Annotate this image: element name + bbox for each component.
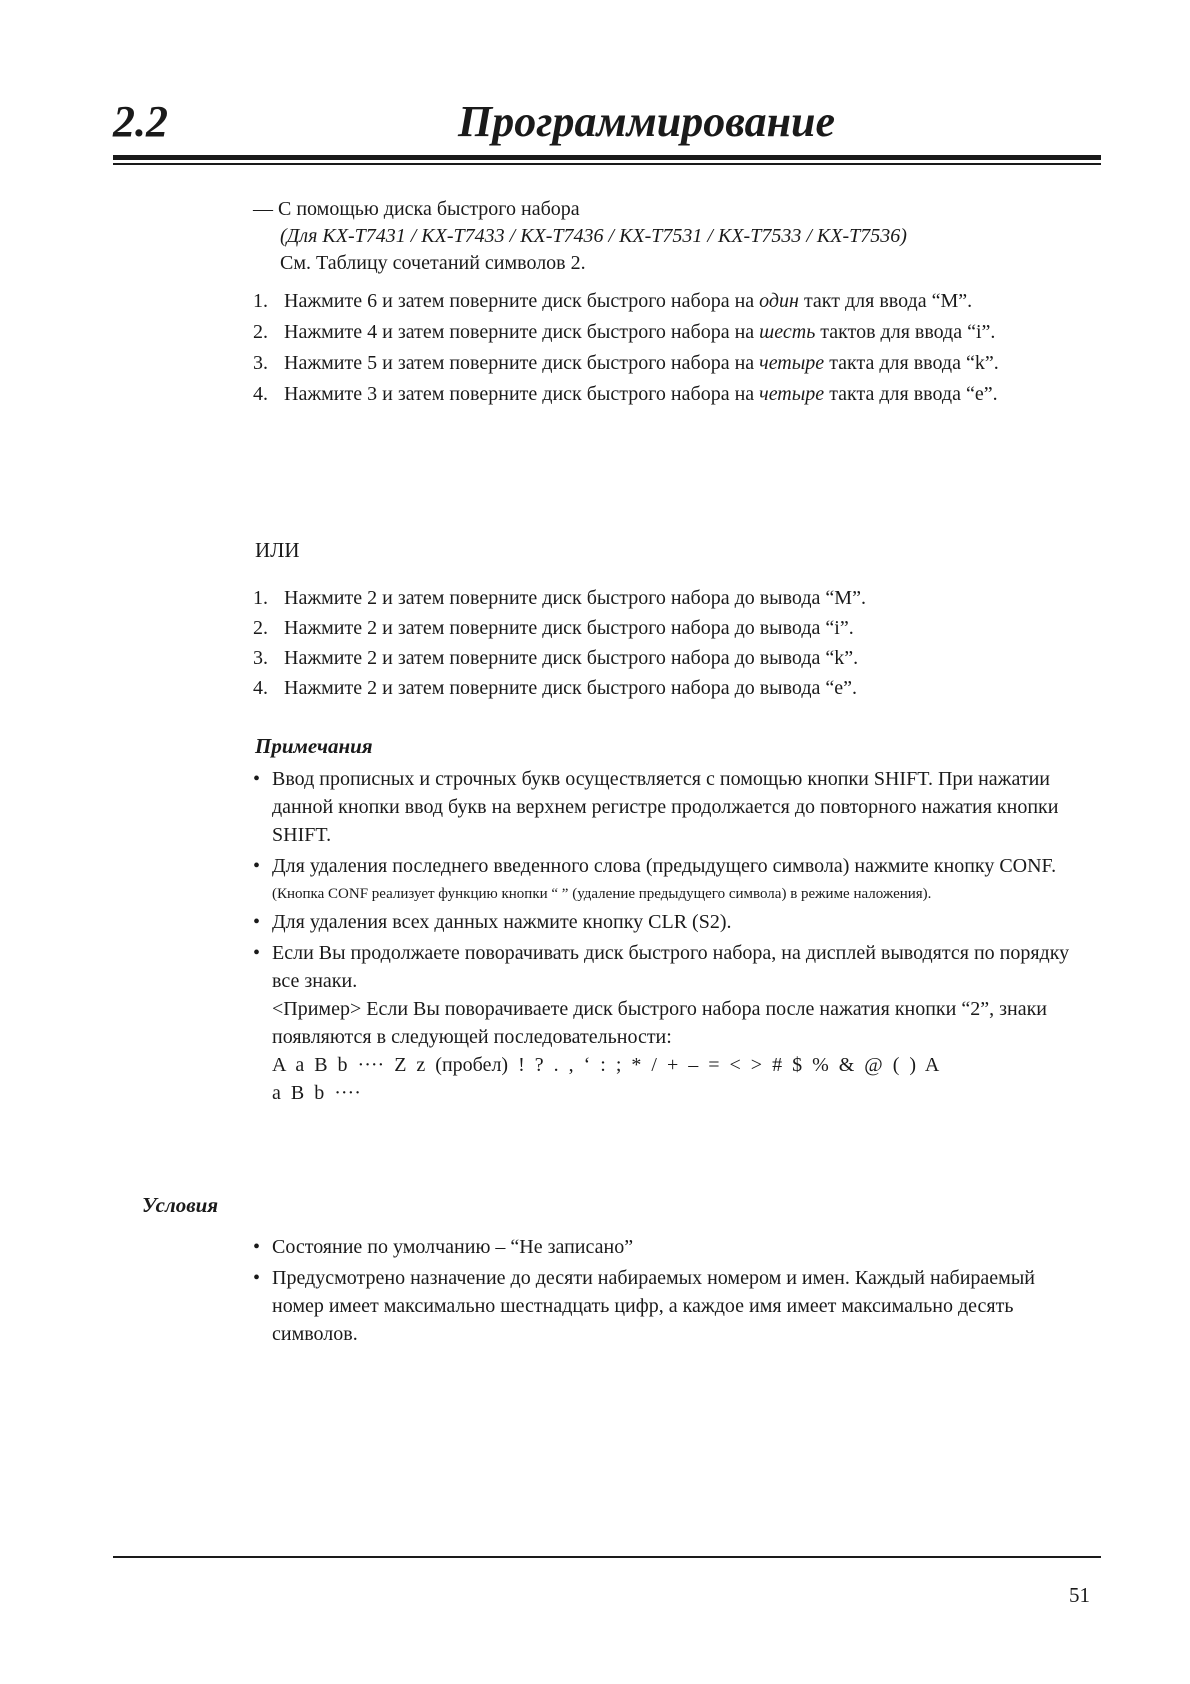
list-item: • Предусмотрено назначение до десяти набираемых номером и имен. Каждый набираемый номер имеет максимально шестнадцать цифр, а каждое имя имеет максимально десять символов. (253, 1267, 1035, 1345)
list-item: 2. Нажмите 2 и затем поверните диск быстрого набора до вывода “i”. (253, 617, 854, 639)
conditions-heading: Условия (142, 1193, 219, 1217)
dial-method-intro (253, 196, 907, 277)
list-item: • Для удаления последнего введенного слова (предыдущего символа) нажмите кнопку CONF. (Кнопка CONF реализует функцию кнопки “ ” (удаление предыдущего символа) в режиме наложения). (253, 852, 1083, 908)
section-number: 2.2 (113, 97, 168, 146)
example-text: <Пример> Если Вы поворачиваете диск быстрого набора после нажатия кнопки “2”, знаки появляются в следующей последовательности: (272, 998, 1048, 1048)
steps-list-a (253, 287, 1073, 411)
character-sequence-continued: a B b ···· (272, 1082, 361, 1104)
dial-method-heading: — С помощью диска быстрого набора (253, 198, 580, 220)
page-number: 51 (1069, 1583, 1090, 1607)
header-rule-thin (113, 163, 1101, 165)
list-item: 2. Нажмите 4 и затем поверните диск быстрого набора на шесть тактов для ввода “i”. (253, 321, 996, 343)
list-item: 4. Нажмите 2 и затем поверните диск быстрого набора до вывода “e”. (253, 677, 858, 699)
list-item: 4. Нажмите 3 и затем поверните диск быстрого набора на четыре такта для ввода “e”. (253, 383, 998, 405)
list-item: 3. Нажмите 5 и затем поверните диск быстрого набора на четыре такта для ввода “k”. (253, 352, 999, 374)
list-item: 1. Нажмите 2 и затем поверните диск быстрого набора до вывода “M”. (253, 587, 866, 609)
notes-list (253, 765, 1083, 1110)
table-reference: См. Таблицу сочетаний символов 2. (280, 252, 586, 274)
list-item: 3. Нажмите 2 и затем поверните диск быстрого набора до вывода “k”. (253, 647, 859, 669)
list-item: • Ввод прописных и строчных букв осуществляется с помощью кнопки SHIFT. При нажатии данной кнопки ввод букв на верхнем регистре продолжается до повторного нажатия кнопки SHIFT. (253, 768, 1059, 846)
model-list: (Для KX-T7431 / KX-T7433 / KX-T7436 / KX-T7531 / KX-T7533 / KX-T7536) (280, 225, 907, 247)
list-item: 1. Нажмите 6 и затем поверните диск быстрого набора на один такт для ввода “M”. (253, 290, 973, 312)
header-rule-thick (113, 155, 1101, 160)
list-item: • Состояние по умолчанию – “Не записано” (253, 1236, 634, 1258)
list-item: • Для удаления всех данных нажмите кнопку CLR (S2). (253, 911, 732, 933)
section-title: Программирование (458, 97, 836, 146)
footer-rule (113, 1556, 1101, 1558)
list-item: • Если Вы продолжаете поворачивать диск быстрого набора, на дисплей выводятся по порядку все знаки. <Пример> Если Вы поворачиваете диск быстрого набора после нажатия кнопки “2”, знаки появляются в следующей последовательности: A a B b ···· Z z (пробел) ! ? . , ‘ : ; * / + – = < > # $ % & @ ( ) A a B b ···· (253, 939, 1083, 1107)
character-sequence: A a B b ···· Z z (пробел) ! ? . , ‘ : ; * / + – = < > # $ % & @ ( ) A (272, 1054, 940, 1076)
conditions-list (253, 1233, 1083, 1351)
steps-list-b (253, 584, 1073, 704)
notes-heading: Примечания (255, 734, 373, 758)
or-label: ИЛИ (255, 538, 300, 562)
note-small-print: (Кнопка CONF реализует функцию кнопки “ ” (удаление предыдущего символа) в режиме наложения). (272, 886, 932, 902)
